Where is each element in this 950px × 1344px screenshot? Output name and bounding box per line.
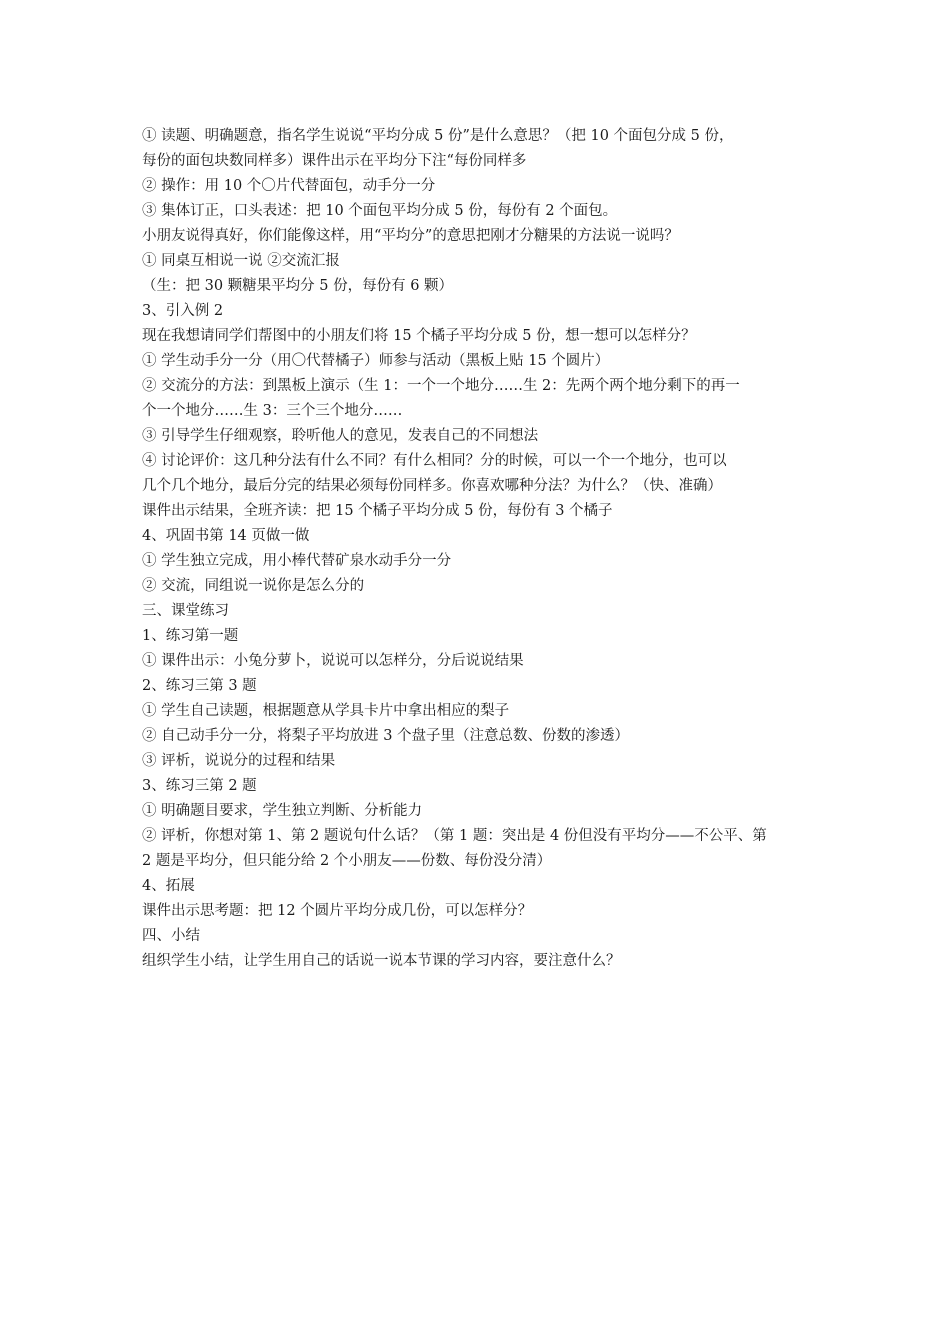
paragraph-line: （生：把 30 颗糖果平均分 5 份，每份有 6 颗） <box>142 278 454 294</box>
paragraph-line: ① 学生独立完成，用小棒代替矿泉水动手分一分 <box>142 553 452 569</box>
paragraph-line: ① 课件出示：小兔分萝卜，说说可以怎样分，分后说说结果 <box>142 653 524 669</box>
paragraph-line: ① 读题、明确题意，指名学生说说“平均分成 5 份”是什么意思？（把 10 个面包分成 5 份， <box>142 128 734 144</box>
section-heading: 1、练习第一题 <box>142 628 239 644</box>
paragraph-line: ① 学生自己读题，根据题意从学具卡片中拿出相应的梨子 <box>142 703 510 719</box>
paragraph-line: ② 评析，你想对第 1、第 2 题说句什么话？（第 1 题：突出是 4 份但没有平均分——不公平、第 <box>142 828 767 844</box>
paragraph-line: 几个几个地分，最后分完的结果必须每份同样多。你喜欢哪种分法？为什么？（快、准确） <box>142 478 722 494</box>
paragraph-line: ① 同桌互相说一说 ②交流汇报 <box>142 253 340 269</box>
paragraph-line: 个一个地分……生 3：三个三个地分…… <box>142 403 403 419</box>
document-body <box>142 124 814 974</box>
section-heading: 四、小结 <box>142 928 200 944</box>
paragraph-line: ② 交流，同组说一说你是怎么分的 <box>142 578 365 594</box>
paragraph-line: 小朋友说得真好，你们能像这样，用“平均分”的意思把刚才分糖果的方法说一说吗？ <box>142 228 679 244</box>
paragraph-line: ③ 评析，说说分的过程和结果 <box>142 753 336 769</box>
section-heading: 2、练习三第 3 题 <box>142 678 257 694</box>
paragraph-line: ④ 讨论评价：这几种分法有什么不同？有什么相同？分的时候，可以一个一个地分，也可以 <box>142 453 727 469</box>
section-heading: 三、课堂练习 <box>142 603 229 619</box>
paragraph-line: ② 交流分的方法：到黑板上演示（生 1：一个一个地分……生 2：先两个两个地分剩下的再一 <box>142 378 740 394</box>
paragraph-line: 2 题是平均分，但只能分给 2 个小朋友——份数、每份没分清） <box>142 853 552 869</box>
paragraph-line: 课件出示结果，全班齐读：把 15 个橘子平均分成 5 份，每份有 3 个橘子 <box>142 503 613 519</box>
paragraph-line: ③ 引导学生仔细观察，聆听他人的意见，发表自己的不同想法 <box>142 428 539 444</box>
paragraph-line: 现在我想请同学们帮图中的小朋友们将 15 个橘子平均分成 5 份，想一想可以怎样分？ <box>142 328 696 344</box>
paragraph-line: ① 明确题目要求，学生独立判断、分析能力 <box>142 803 423 819</box>
paragraph-line: 组织学生小结，让学生用自己的话说一说本节课的学习内容，要注意什么？ <box>142 953 621 969</box>
paragraph-line: ③ 集体订正，口头表述：把 10 个面包平均分成 5 份，每份有 2 个面包。 <box>142 203 618 219</box>
section-heading: 4、巩固书第 14 页做一做 <box>142 528 310 544</box>
paragraph-line: ② 操作：用 10 个〇片代替面包，动手分一分 <box>142 178 436 194</box>
paragraph-line: ① 学生动手分一分（用〇代替橘子）师参与活动（黑板上贴 15 个圆片） <box>142 353 610 369</box>
paragraph-line: 每份的面包块数同样多）课件出示在平均分下注“每份同样多 <box>142 153 527 169</box>
section-heading: 4、拓展 <box>142 878 195 894</box>
paragraph-line: 课件出示思考题：把 12 个圆片平均分成几份，可以怎样分？ <box>142 903 533 919</box>
section-heading: 3、引入例 2 <box>142 303 224 319</box>
paragraph-line: ② 自己动手分一分，将梨子平均放进 3 个盘子里（注意总数、份数的渗透） <box>142 728 630 744</box>
section-heading: 3、练习三第 2 题 <box>142 778 257 794</box>
